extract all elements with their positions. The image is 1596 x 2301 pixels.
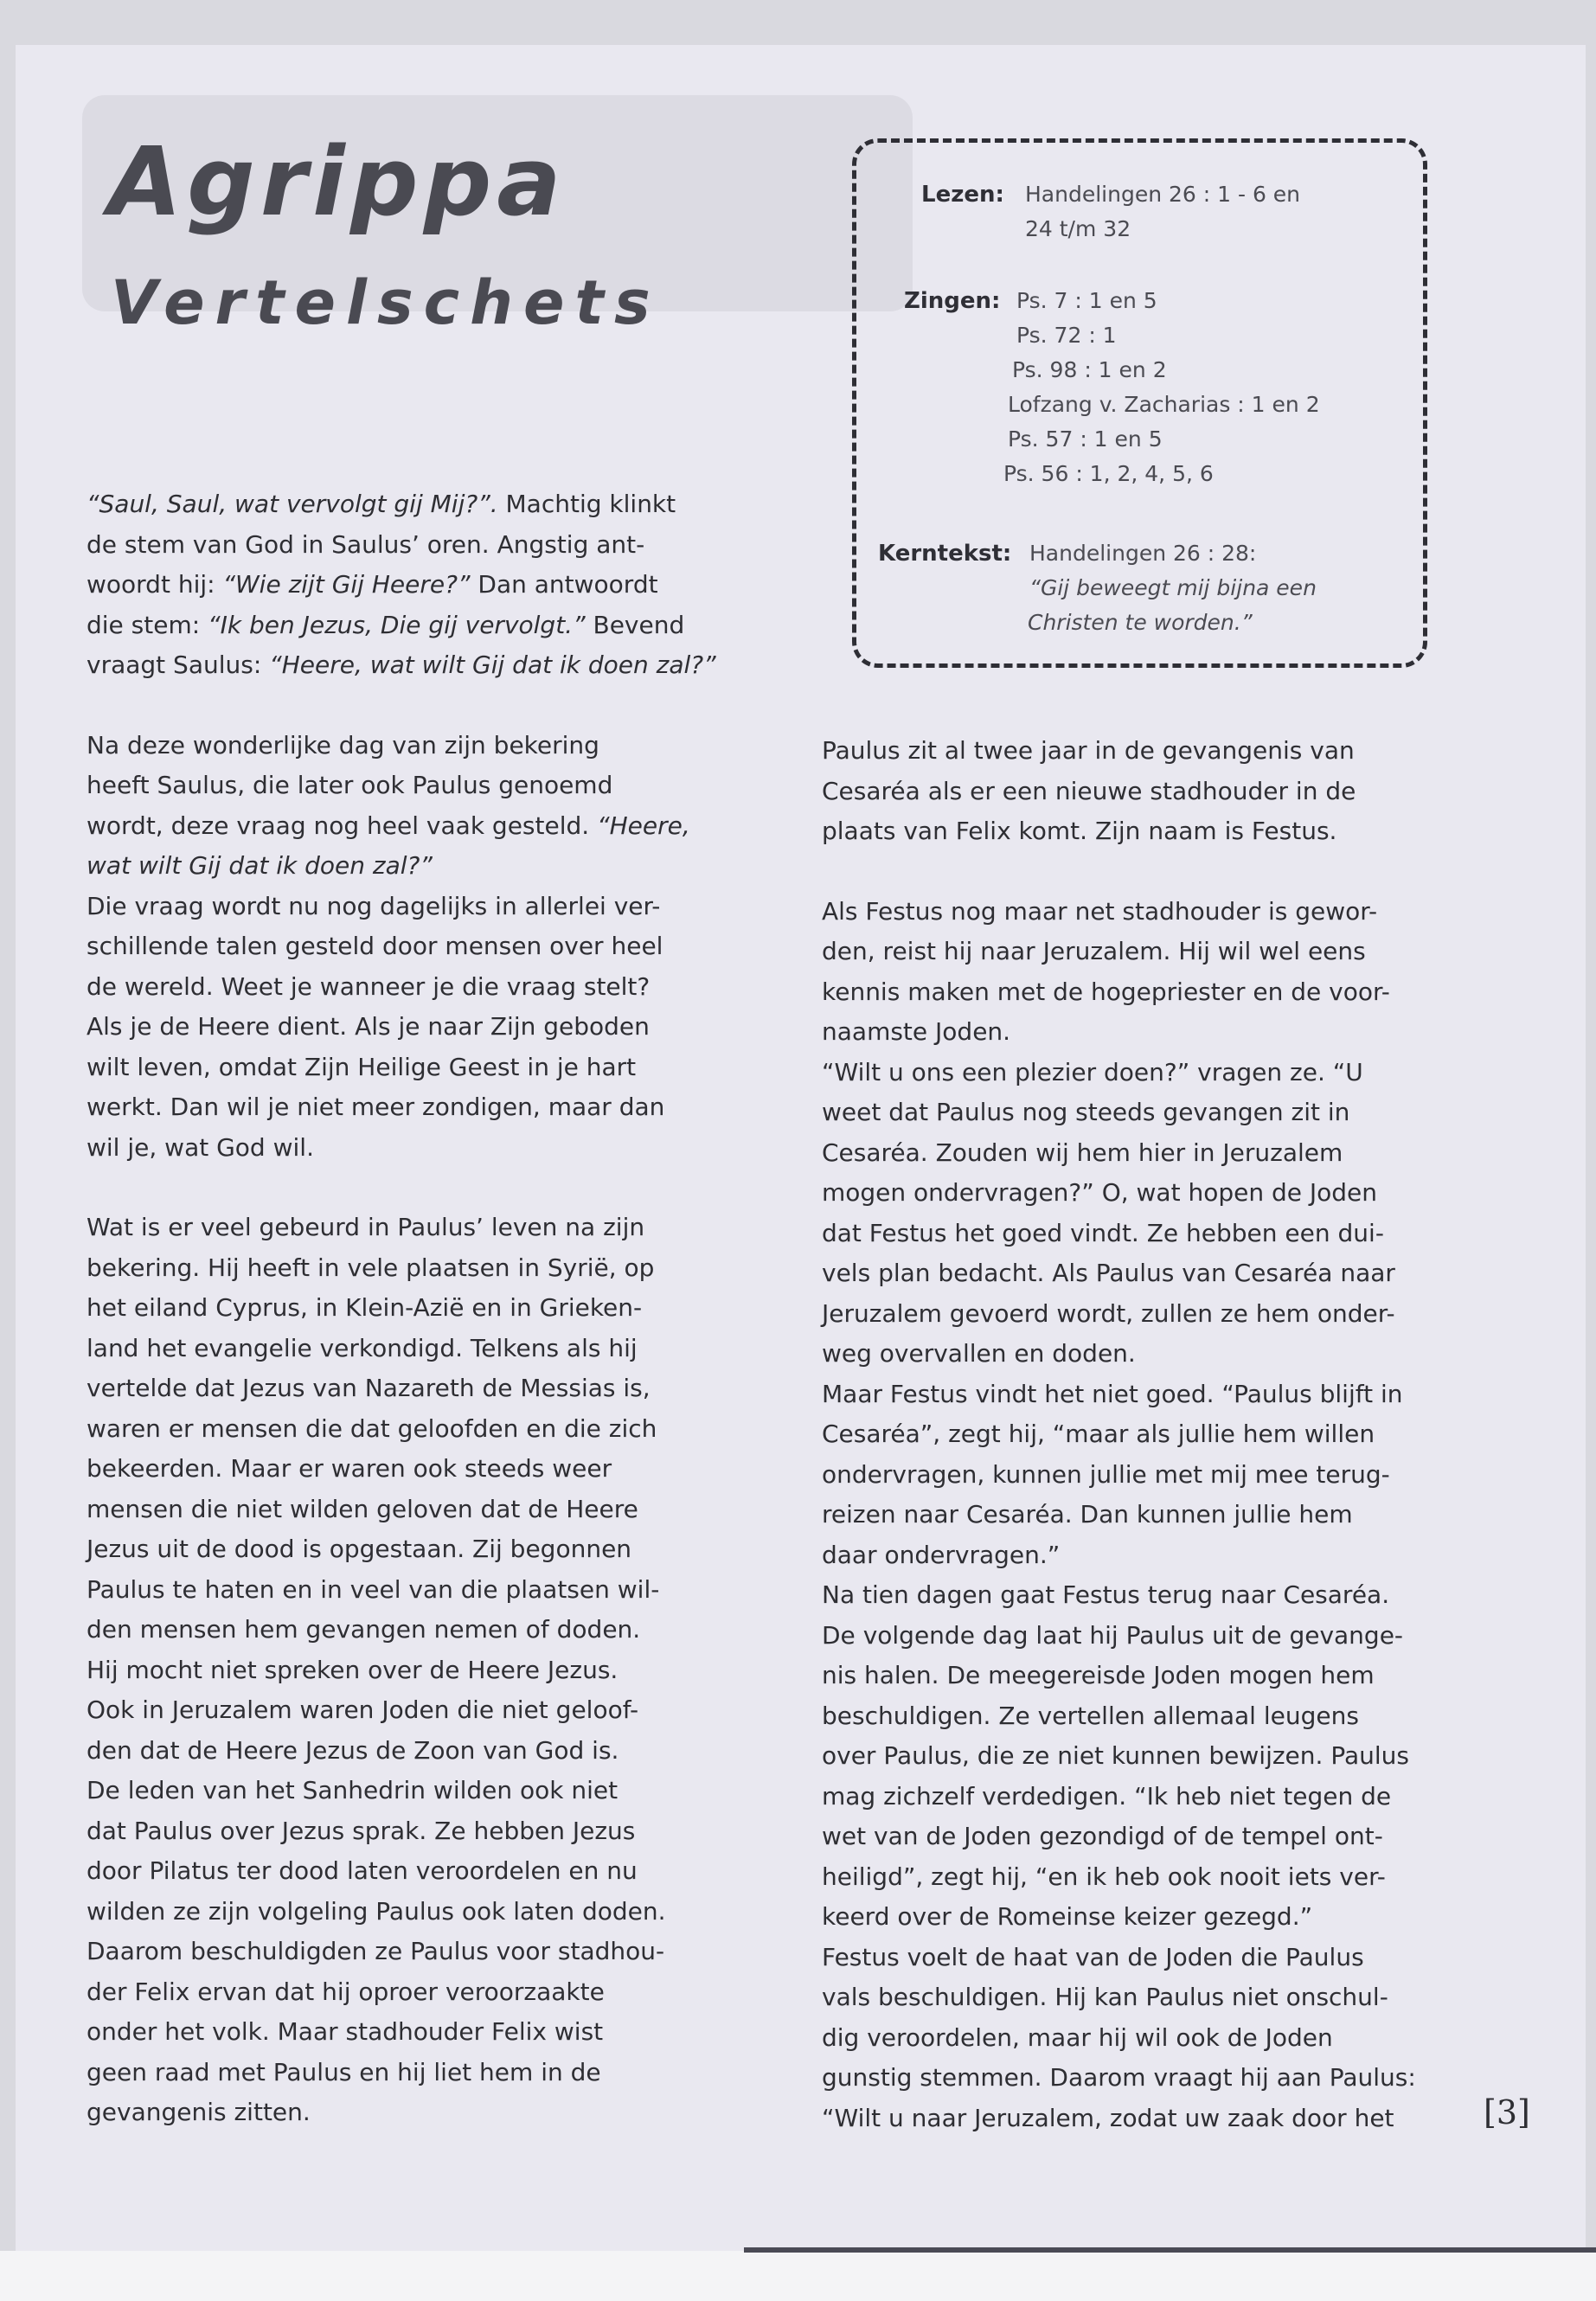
kerntekst-reference: Handelingen 26 : 28: <box>1029 541 1257 566</box>
text-line: schillende talen gesteld door mensen over heel <box>87 932 663 960</box>
zingen-line: Ps. 72 : 1 <box>1016 323 1117 348</box>
text-line: vels plan bedacht. Als Paulus van Cesaréa naar <box>822 1259 1395 1287</box>
left-column <box>87 484 716 2133</box>
text-line: der Felix ervan dat hij oproer veroorzaakte <box>87 1977 605 2006</box>
kerntekst-quote: Christen te worden.” <box>1028 610 1253 635</box>
text-line: keerd over de Romeinse keizer gezegd.” <box>822 1902 1313 1931</box>
text-line: land het evangelie verkondigd. Telkens als hij <box>87 1333 638 1362</box>
text-line: de wereld. Weet je wanneer je die vraag stelt? <box>87 971 651 1001</box>
text-line: Na tien dagen gaat Festus terug naar Cesaréa. <box>822 1580 1390 1609</box>
page-number: [3] <box>1484 2093 1530 2131</box>
paragraph <box>822 731 1445 852</box>
text-line: kennis maken met de hogepriester en de voor- <box>822 977 1390 1006</box>
text-line: dat Paulus over Jezus sprak. Ze hebben Jezus <box>87 1816 636 1845</box>
text-line: den dat de Heere Jezus de Zoon van God is. <box>87 1735 619 1765</box>
text-line: Als Festus nog maar net stadhouder is gewor- <box>822 896 1378 926</box>
text-line: reizen naar Cesaréa. Dan kunnen jullie hem <box>822 1500 1353 1529</box>
lezen-line: 24 t/m 32 <box>1025 216 1131 241</box>
text-line: woordt hij: “Wie zijt Gij Heere?” Dan antwoordt <box>87 570 658 599</box>
text-line: de stem van God in Saulus’ oren. Angstig ant- <box>87 529 645 559</box>
text-line: wet van de Joden gezondigd of de tempel ont- <box>822 1822 1383 1850</box>
text-line: “Wilt u naar Jeruzalem, zodat uw zaak door het <box>822 2103 1394 2132</box>
text-line: onder het volk. Maar stadhouder Felix wist <box>87 2017 604 2046</box>
text-line: bekering. Hij heeft in vele plaatsen in Syrië, op <box>87 1253 655 1282</box>
text-line: wordt, deze vraag nog heel vaak gesteld. “Heere, <box>87 811 690 840</box>
text-line: Na deze wonderlijke dag van zijn bekering <box>87 730 599 760</box>
zingen-line: Lofzang v. Zacharias : 1 en 2 <box>1008 392 1320 417</box>
zingen-line: Ps. 57 : 1 en 5 <box>1008 426 1163 452</box>
zingen-label: Zingen: <box>904 288 1001 314</box>
lezen-line: Handelingen 26 : 1 - 6 en <box>1025 182 1301 207</box>
text-line: geen raad met Paulus en hij liet hem in de <box>87 2057 601 2086</box>
text-line: heeft Saulus, die later ook Paulus genoemd <box>87 771 613 799</box>
kerntekst-label: Kerntekst: <box>878 541 1012 567</box>
text-line: wil je, wat God wil. <box>87 1132 314 1162</box>
page-title: Agrippa <box>108 126 567 237</box>
text-line: wat wilt Gij dat ik doen zal?” <box>87 851 433 880</box>
text-line: Hij mocht niet spreken over de Heere Jezus. <box>87 1655 619 1684</box>
text-line: Paulus te haten en in veel van die plaatsen wil- <box>87 1574 660 1604</box>
text-line: Paulus zit al twee jaar in de gevangenis van <box>822 736 1355 765</box>
text-line: dig veroordelen, maar hij wil ook de Joden <box>822 2022 1333 2052</box>
text-line: heiligd”, zegt hij, “en ik heb ook nooit iets ver- <box>822 1862 1386 1891</box>
text-line: Cesaréa. Zouden wij hem hier in Jeruzalem <box>822 1138 1343 1167</box>
page-bottom-edge <box>744 2247 1596 2253</box>
text-line: “Wilt u ons een plezier doen?” vragen ze. “U <box>822 1057 1363 1086</box>
text-line: wilt leven, omdat Zijn Heilige Geest in je hart <box>87 1052 637 1081</box>
text-line: vertelde dat Jezus van Nazareth de Messias is, <box>87 1374 651 1402</box>
text-line: Wat is er veel gebeurd in Paulus’ leven na zijn <box>87 1213 645 1241</box>
zingen-line: Ps. 56 : 1, 2, 4, 5, 6 <box>1003 461 1214 486</box>
text-line: Jeruzalem gevoerd wordt, zullen ze hem onder- <box>822 1298 1395 1328</box>
text-line: werkt. Dan wil je niet meer zondigen, maar dan <box>87 1093 665 1121</box>
text-line: Die vraag wordt nu nog dagelijks in allerlei ver- <box>87 891 661 920</box>
text-line: Daarom beschuldigden ze Paulus voor stadhou- <box>87 1937 665 1965</box>
text-line: Ook in Jeruzalem waren Joden die niet geloof- <box>87 1695 639 1724</box>
paragraph <box>822 892 1445 2139</box>
text-line: naamste Joden. <box>822 1017 1011 1046</box>
zingen-line: Ps. 7 : 1 en 5 <box>1016 288 1157 313</box>
text-line: mag zichzelf verdedigen. “Ik heb niet tegen de <box>822 1781 1392 1811</box>
text-line: wilden ze zijn volgeling Paulus ook laten doden. <box>87 1896 666 1926</box>
text-line: Als je de Heere dient. Als je naar Zijn geboden <box>87 1012 650 1041</box>
scan-margin <box>0 2251 1596 2301</box>
text-line: waren er mensen die dat geloofden en die zich <box>87 1413 657 1443</box>
text-line: plaats van Felix komt. Zijn naam is Festus. <box>822 817 1337 845</box>
text-line: De leden van het Sanhedrin wilden ook niet <box>87 1776 619 1804</box>
text-line: ondervragen, kunnen jullie met mij mee terug- <box>822 1459 1390 1489</box>
text-line: het eiland Cyprus, in Klein-Azië en in Grieken- <box>87 1293 643 1322</box>
text-line: den mensen hem gevangen nemen of doden. <box>87 1615 641 1644</box>
intro-paragraph <box>87 484 716 686</box>
paragraph <box>87 1208 709 2133</box>
text-line: weg overvallen en doden. <box>822 1339 1136 1368</box>
text-line: Jezus uit de dood is opgestaan. Zij begonnen <box>87 1535 632 1563</box>
right-column <box>822 731 1445 2138</box>
paragraph <box>87 726 709 1169</box>
text-line: dat Festus het goed vindt. Ze hebben een dui- <box>822 1218 1384 1247</box>
text-line: gevangenis zitten. <box>87 2098 311 2126</box>
lezen-label: Lezen: <box>921 182 1004 208</box>
zingen-line: Ps. 98 : 1 en 2 <box>1012 357 1167 382</box>
text-line: over Paulus, die ze niet kunnen bewijzen. Paulus <box>822 1741 1409 1770</box>
text-line: Cesaréa”, zegt hij, “maar als jullie hem willen <box>822 1420 1375 1448</box>
text-line: door Pilatus ter dood laten veroordelen en nu <box>87 1856 638 1885</box>
text-line: Maar Festus vindt het niet goed. “Paulus blijft in <box>822 1379 1403 1408</box>
text-line: vals beschuldigen. Hij kan Paulus niet onschul- <box>822 1983 1388 2011</box>
text-line: weet dat Paulus nog steeds gevangen zit in <box>822 1098 1350 1126</box>
kerntekst-quote: “Gij beweegt mij bijna een <box>1029 575 1317 600</box>
text-line: die stem: “Ik ben Jezus, Die gij vervolgt.” Bevend <box>87 610 685 639</box>
text-line: den, reist hij naar Jeruzalem. Hij wil wel eens <box>822 937 1366 965</box>
text-line: Cesaréa als er een nieuwe stadhouder in de <box>822 776 1356 805</box>
text-line: mogen ondervragen?” O, wat hopen de Joden <box>822 1178 1378 1207</box>
text-line: De volgende dag laat hij Paulus uit de gevange- <box>822 1620 1404 1650</box>
text-line: mensen die niet wilden geloven dat de Heere <box>87 1494 638 1523</box>
text-line: Festus voelt de haat van de Joden die Paulus <box>822 1942 1364 1971</box>
reading-info-box <box>852 138 1427 668</box>
text-line: vraagt Saulus: “Heere, wat wilt Gij dat ik doen zal?” <box>87 651 716 679</box>
text-line: beschuldigen. Ze vertellen allemaal leugens <box>822 1701 1359 1730</box>
text-line: daar ondervragen.” <box>822 1540 1061 1569</box>
text-line: “Saul, Saul, wat vervolgt gij Mij?”. Machtig klinkt <box>87 490 676 518</box>
text-line: gunstig stemmen. Daarom vraagt hij aan Paulus: <box>822 2063 1416 2092</box>
text-line: bekeerden. Maar er waren ook steeds weer <box>87 1454 612 1483</box>
text-line: nis halen. De meegereisde Joden mogen hem <box>822 1661 1375 1689</box>
page-subtitle: Vertelschets <box>111 267 661 338</box>
